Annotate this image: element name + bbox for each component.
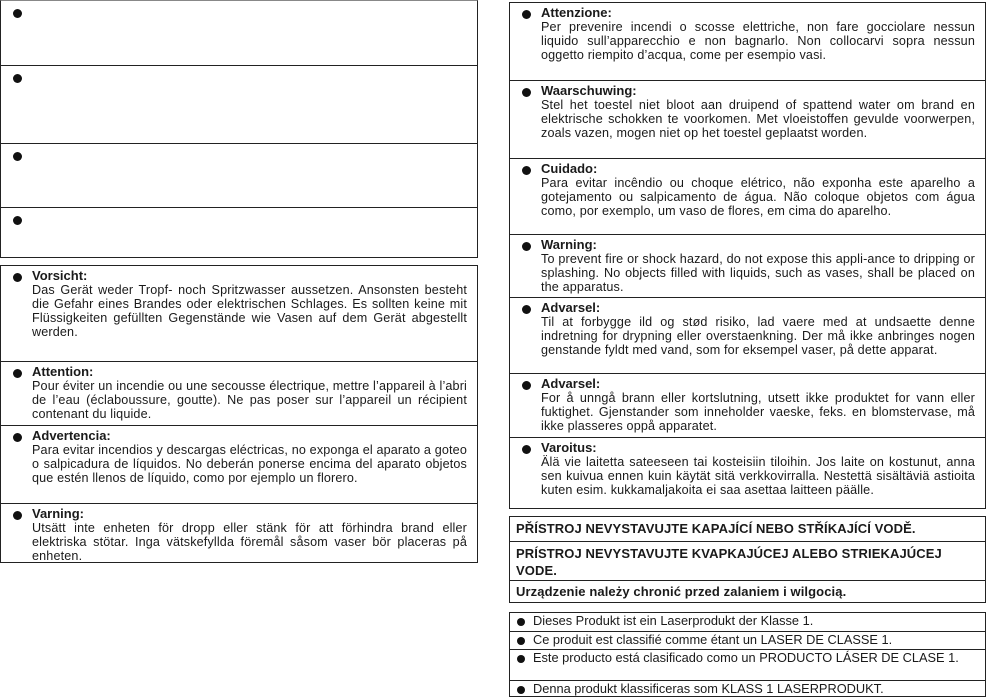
bullet-icon [522, 166, 531, 175]
water-notice-czech: PŘÍSTROJ NEVYSTAVUJTE KAPAJÍCÍ NEBO STŘÍKAJÍCÍ VODĚ. [516, 521, 916, 536]
warning-norwegian [510, 373, 985, 437]
laser-notice-french [510, 631, 985, 649]
laser-notice-text: Este producto está clasificado como un PRODUCTO LÁSER DE CLASE 1. [533, 650, 959, 665]
laser-notice-text: Ce produit est classifié comme étant un LASER DE CLASSE 1. [533, 632, 893, 647]
bullet-icon [522, 88, 531, 97]
bullet-icon [517, 618, 525, 626]
warning-portuguese [510, 158, 985, 234]
warning-body: Älä vie laitetta sateeseen tai kosteisiin tiloihin. Jos laite on kostunut, anna sen kuivua ennen kuin käytät sitä verkkovirralla. Nestettä sisältäviä astioita kuten esim. kukkamaljakoita ei saa asettaa laitteen päälle. [541, 455, 975, 498]
water-notice-slovak: PRÍSTROJ NEVYSTAVUJTE KVAPKAJÚCEJ ALEBO STRIEKAJÚCEJ VODE. [510, 541, 985, 580]
empty-notice-box [0, 0, 478, 258]
warning-body: Para evitar incêndio ou choque elétrico, não exponha este aparelho a gotejamento ou salpicamento de água. Não coloque objetos com água como, por exemplo, um vaso de flores, em cima do aparelho. [541, 176, 975, 219]
bullet-icon [517, 686, 525, 694]
bullet-icon [522, 242, 531, 251]
bullet-icon [522, 10, 531, 19]
empty-notice-row [1, 207, 477, 257]
empty-notice-row [1, 65, 477, 143]
bullet-icon [522, 305, 531, 314]
warning-body: Pour éviter un incendie ou une secousse électrique, mettre l’appareil à l’abri de l’eau (éclaboussure, goutte). Ne pas poser sur l’appareil un récipient contenant du liquide. [32, 379, 467, 422]
bullet-icon [13, 369, 22, 378]
warning-body: Per prevenire incendi o scosse elettriche, non fare gocciolare nessun liquido sull’apparecchio e non bagnarlo. Non collocarvi sopra nessun oggetto riempito d’acqua, come per esempio vasi. [541, 20, 975, 63]
bullet-icon [13, 74, 22, 83]
warning-title: Vorsicht: [32, 268, 88, 283]
bullet-icon [13, 152, 22, 161]
laser-notice-box [509, 612, 986, 697]
warning-title: Varoitus: [541, 440, 597, 455]
warning-dutch [510, 80, 985, 158]
warning-body: To prevent fire or shock hazard, do not expose this appli-ance to dripping or splashing. No objects filled with liquids, such as vases, shall be placed on the apparatus. [541, 252, 975, 295]
warning-french [1, 361, 477, 425]
warning-title: Attention: [32, 364, 94, 379]
warning-title: Attenzione: [541, 5, 612, 20]
laser-notice-german [510, 613, 985, 631]
warning-body: Para evitar incendios y descargas eléctricas, no exponga el aparato a goteo o salpicadura de líquidos. No deberán ponerse encima del aparato objetos que estén llenos de líquido, como por ejemplo un florero. [32, 443, 467, 486]
warning-title: Varning: [32, 506, 85, 521]
left-warning-box [0, 265, 478, 563]
empty-notice-row [1, 1, 477, 65]
bullet-icon [522, 445, 531, 454]
laser-notice-spanish [510, 649, 985, 680]
bullet-icon [13, 9, 22, 18]
water-notice-polish: Urządzenie należy chronić przed zalaniem i wilgocią. [510, 580, 985, 601]
bullet-icon [522, 381, 531, 390]
bullet-icon [13, 273, 22, 282]
warning-body: For å unngå brann eller kortslutning, utsett ikke produktet for vann eller fuktighet. Gjenstander som inneholder vaeske, feks. en blomstervase, må ikke plasseres oppå apparatet. [541, 391, 975, 434]
bullet-icon [13, 433, 22, 442]
empty-notice-row [1, 143, 477, 207]
warning-danish [510, 297, 985, 373]
warning-body: Das Gerät weder Tropf- noch Spritzwasser aussetzen. Ansonsten besteht die Gefahr eines Brandes oder elektrischen Schlages. Es sollten keine mit Flüssigkeiten gefüllten Gegenstände wie Vasen auf dem Gerät abgestellt werden. [32, 283, 467, 340]
bullet-icon [517, 655, 525, 663]
warning-body: Utsätt inte enheten för dropp eller stänk för att förhindra brand eller elektriska stötar. Inga vätskefyllda föremål såsom vaser bör placeras på enheten. [32, 521, 467, 564]
warning-body: Til at forbygge ild og stød risiko, lad vaere med at undsaette denne indretning for drypning eller overstaenkning. Der må ikke anbringes nogen genstande fyldt med vand, som for eksempel vaser, på dette apparat. [541, 315, 975, 358]
warning-title: Advertencia: [32, 428, 111, 443]
water-notice-box [509, 516, 986, 603]
laser-notice-swedish [510, 680, 985, 695]
warning-german [1, 266, 477, 361]
bullet-icon [13, 216, 22, 225]
right-warning-box [509, 2, 986, 509]
warning-finnish [510, 437, 985, 507]
warning-title: Warning: [541, 237, 597, 252]
warning-title: Advarsel: [541, 376, 601, 391]
laser-notice-text: Denna produkt klassificeras som KLASS 1 LASERPRODUKT. [533, 681, 884, 696]
warning-title: Advarsel: [541, 300, 601, 315]
bullet-icon [517, 637, 525, 645]
warning-title: Cuidado: [541, 161, 598, 176]
warning-english [510, 234, 985, 297]
warning-swedish [1, 503, 477, 564]
laser-notice-text: Dieses Produkt ist ein Laserprodukt der Klasse 1. [533, 613, 814, 628]
warning-title: Waarschuwing: [541, 83, 637, 98]
warning-body: Stel het toestel niet bloot aan druipend of spattend water om brand en elektrische schokken te voorkomen. Met vloeistoffen gevulde voorwerpen, zoals vazen, mogen niet op het toestel geplaatst worden. [541, 98, 975, 141]
warning-spanish [1, 425, 477, 503]
warning-italian [510, 3, 985, 80]
bullet-icon [13, 511, 22, 520]
